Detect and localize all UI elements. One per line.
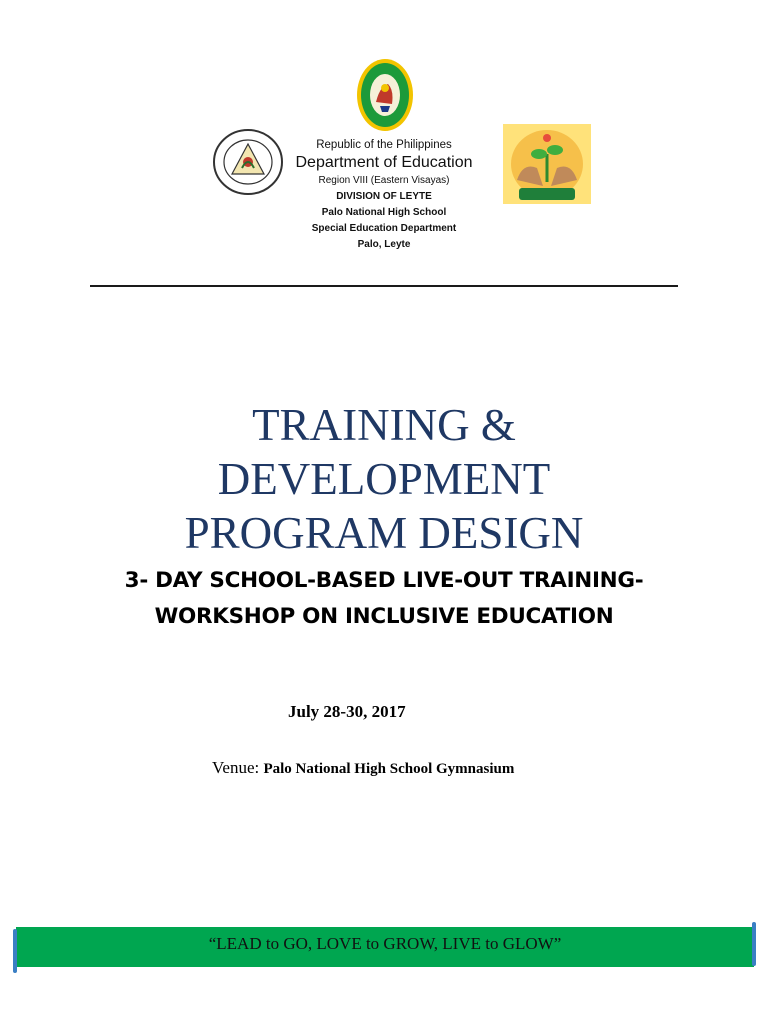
title-line-2: DEVELOPMENT [217,454,551,504]
department-name: Department of Education [295,154,473,171]
venue-label: Venue: [212,758,260,777]
subtitle-line-1: 3- DAY SCHOOL-BASED LIVE-OUT TRAINING- [124,568,644,593]
department-unit-line: Special Education Department [311,223,457,234]
venue-value: Palo National High School Gymnasium [263,761,515,777]
subtitle-line-2: WORKSHOP ON INCLUSIVE EDUCATION [154,604,614,629]
motto-text: “LEAD to GO, LOVE to GROW, LIVE to GLOW” [208,934,562,953]
title-line-1: TRAINING & [252,400,516,450]
document-title [84,398,684,560]
location-line: Palo, Leyte [357,239,411,250]
school-line: Palo National High School [321,207,447,218]
deped-eastern-visayas-logo [356,58,414,132]
letterhead [234,137,534,253]
event-venue [212,758,514,778]
event-date: July 28-30, 2017 [288,702,406,721]
region-line: Region VIII (Eastern Visayas) [318,175,450,186]
division-line: DIVISION OF LEYTE [336,191,432,202]
document-subtitle [84,563,684,635]
republic-line: Republic of the Philippines [316,139,452,151]
title-line-3: PROGRAM DESIGN [184,508,584,558]
header-divider [90,285,678,287]
